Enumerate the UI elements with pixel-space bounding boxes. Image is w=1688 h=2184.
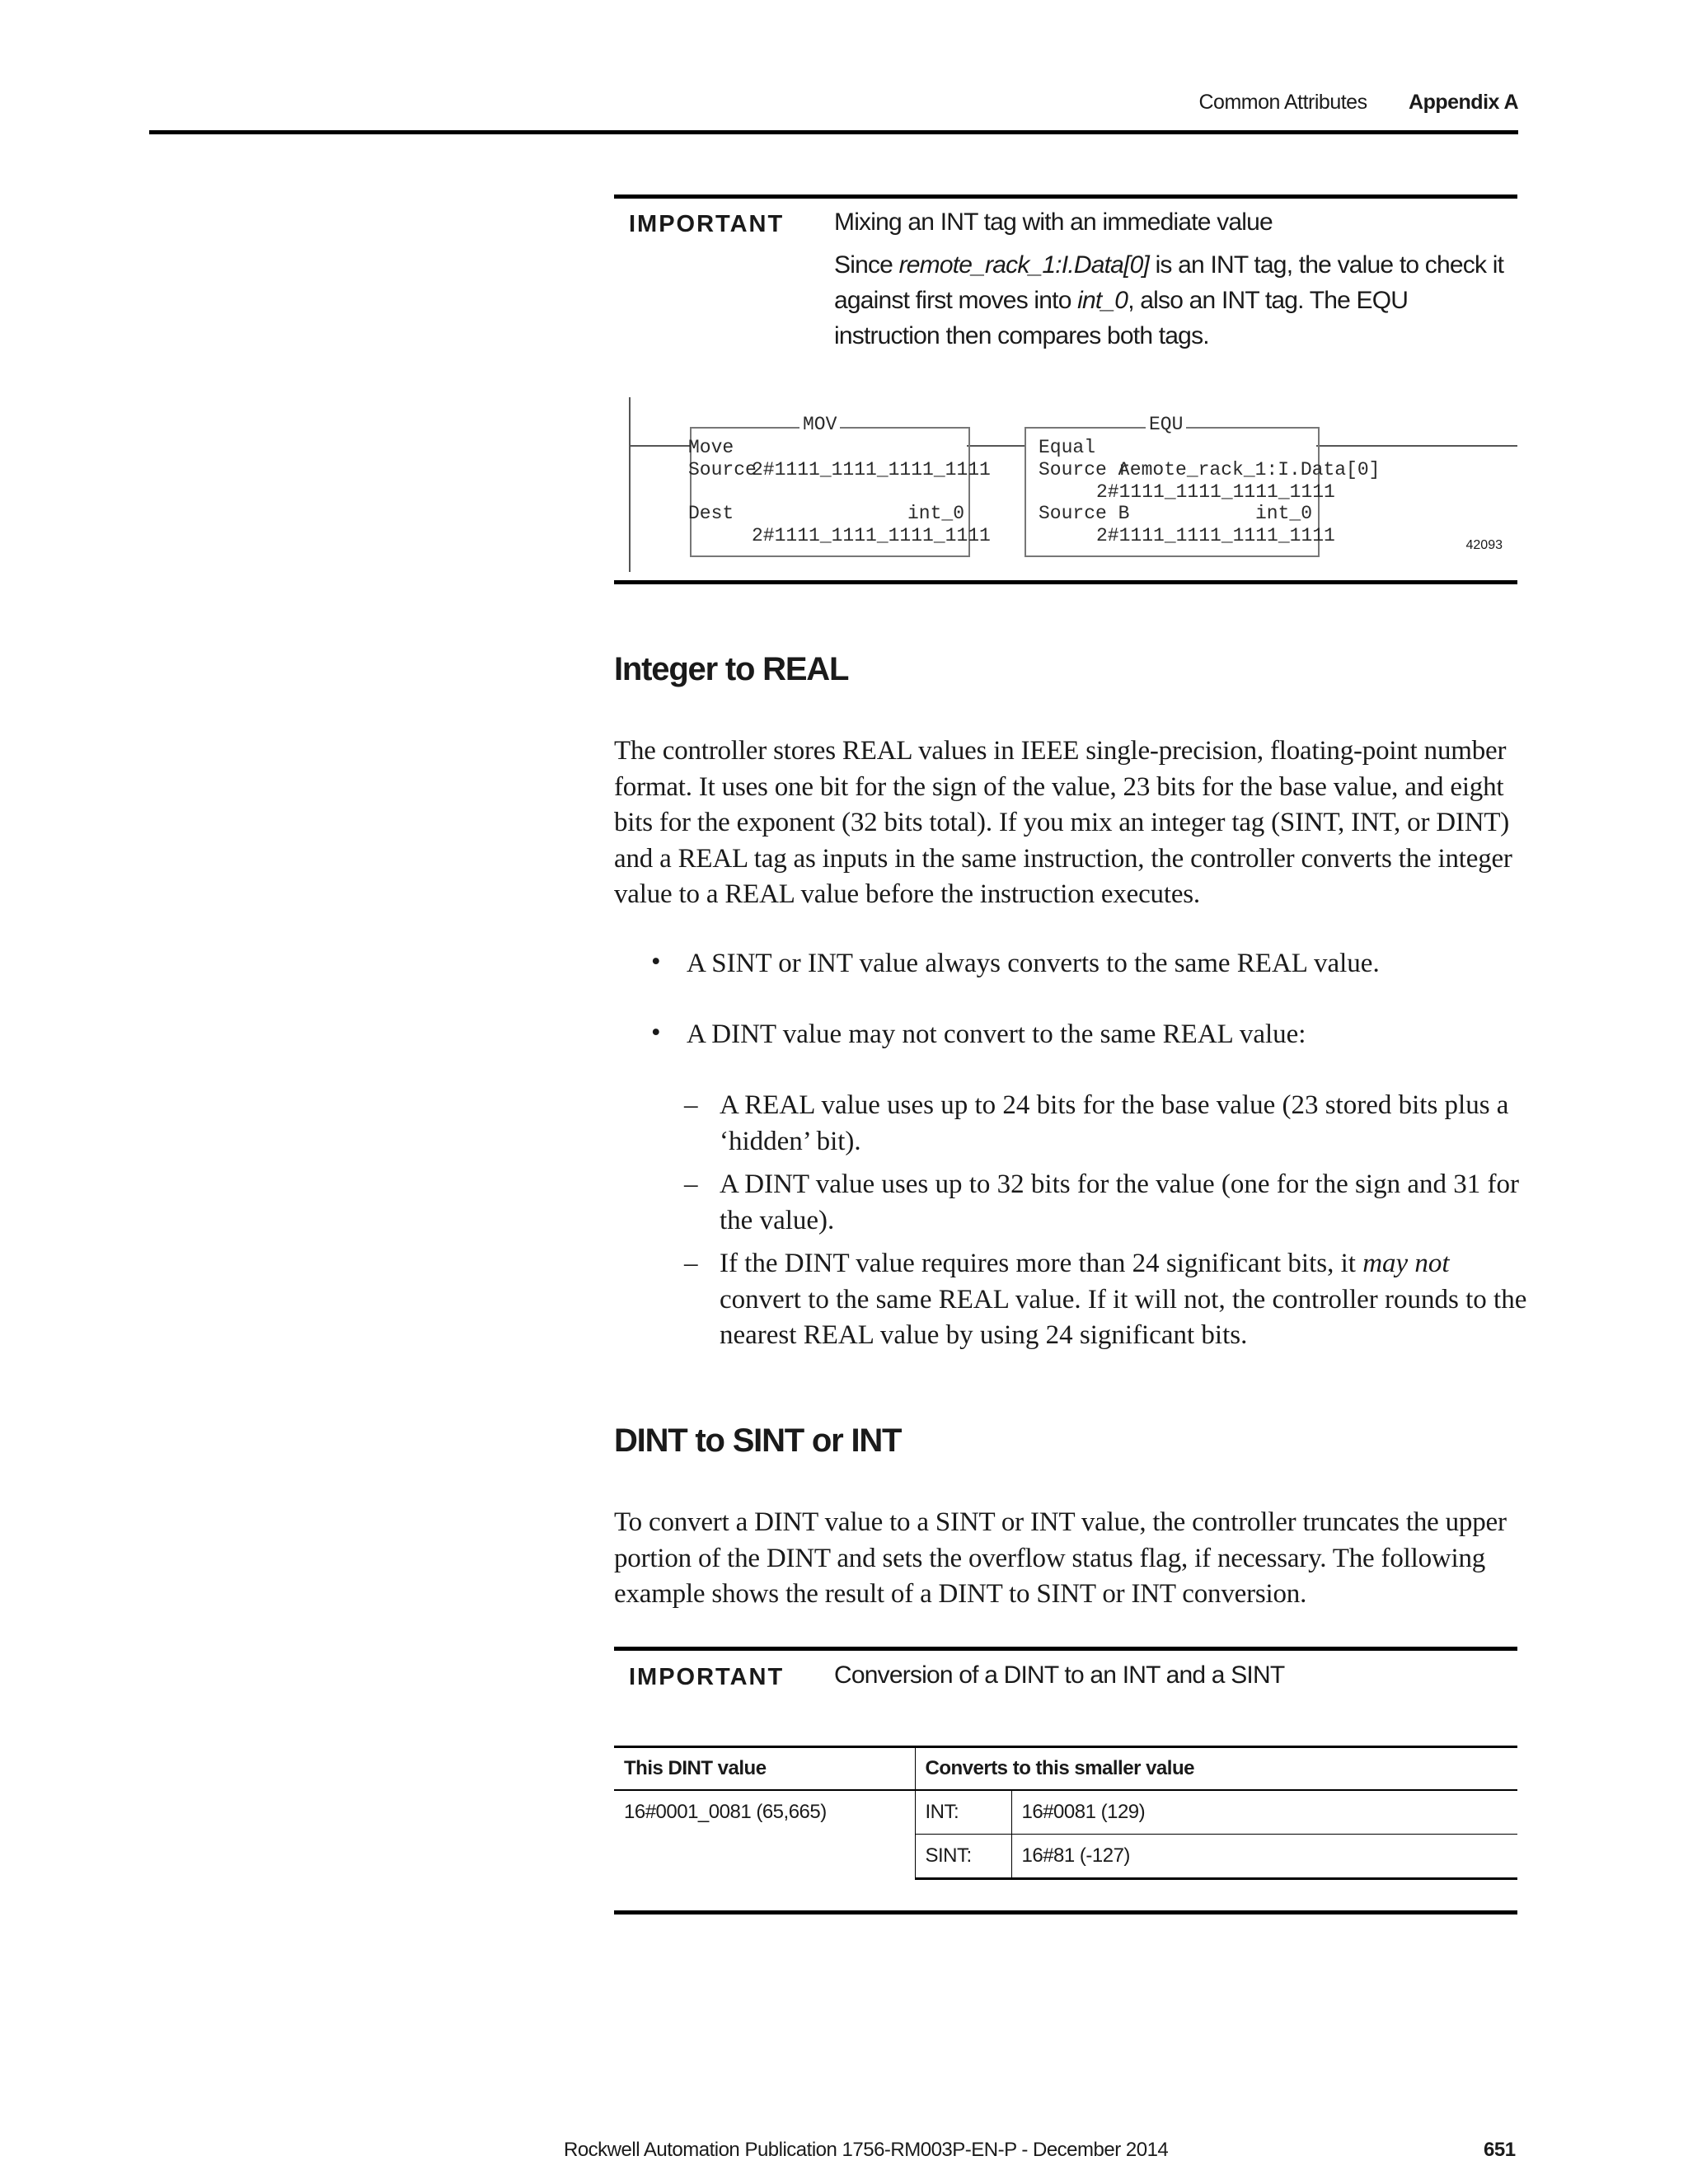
table-header-row <box>614 1747 1517 1791</box>
page-number: 651 <box>1484 2139 1516 2161</box>
header-rule <box>149 130 1518 134</box>
mov-source-value: 2#1111_1111_1111_1111 <box>752 459 991 480</box>
rung-wire <box>629 445 690 447</box>
bullet-text: A DINT value may not convert to the same REAL value: <box>687 1019 1306 1049</box>
important-label: IMPORTANT <box>629 211 785 237</box>
dash-marker-icon: – <box>684 1090 698 1120</box>
ladder-diagram <box>614 396 1517 577</box>
publication-number: Rockwell Automation Publication 1756-RM003P-EN-P - December 2014 <box>564 2139 1169 2161</box>
section-paragraph: The controller stores REAL values in IEEE single-precision, floating-point number format. It uses one bit for the sign of the value, 23 bits for the base value, and eight bits for the exponent (32 bits total). If you mix an integer tag (SINT, INT, or DINT) and a REAL tag as inputs in the same instruction, the controller converts the integer value to a REAL value before the instruction executes. <box>614 736 1512 909</box>
table-cell: INT: <box>915 1790 1011 1835</box>
mov-name: Move <box>688 437 734 458</box>
equ-mnemonic: EQU <box>1146 414 1186 435</box>
header-section: Common Attributes <box>1198 91 1367 114</box>
dash-marker-icon: – <box>684 1249 698 1278</box>
mov-dest-tag: int_0 <box>907 503 965 524</box>
bullet-dot-icon: • <box>651 947 661 977</box>
rung-wire <box>967 445 1025 447</box>
dash-text <box>720 1246 1527 1354</box>
important-label: IMPORTANT <box>629 1664 785 1690</box>
important-body <box>834 1657 1518 1693</box>
important-bottom-rule <box>614 580 1517 584</box>
section-heading: Integer to REAL <box>614 651 849 687</box>
mov-dest-value: 2#1111_1111_1111_1111 <box>752 525 991 546</box>
bullet-text: A SINT or INT value always converts to the same REAL value. <box>687 949 1380 978</box>
important-title: Mixing an INT tag with an immediate value <box>834 209 1273 236</box>
mov-mnemonic: MOV <box>799 414 840 435</box>
rung-wire <box>1316 445 1517 447</box>
running-header <box>1198 91 1518 115</box>
dash-text: A REAL value uses up to 24 bits for the base value (23 stored bits plus a ‘hidden’ bit). <box>720 1090 1509 1156</box>
important-body <box>834 204 1518 354</box>
table-cell: 16#0081 (129) <box>1011 1790 1517 1835</box>
table-cell: SINT: <box>915 1835 1011 1879</box>
conversion-table <box>614 1746 1517 1880</box>
dash-text-pre: If the DINT value requires more than 24 significant bits, it <box>720 1249 1363 1278</box>
tag-int-0: int_0 <box>1077 287 1128 314</box>
important-text-mid: is an INT tag, the value to check it against first moves into <box>834 251 1504 314</box>
equ-source-a-tag: remote_rack_1:I.Data[0] <box>1118 459 1381 480</box>
table-header: Converts to this smaller value <box>915 1747 1517 1791</box>
equ-name: Equal <box>1039 437 1096 458</box>
equ-source-b-value: 2#1111_1111_1111_1111 <box>1096 525 1335 546</box>
table-cell: 16#0001_0081 (65,665) <box>624 1801 827 1823</box>
dash-text-post: convert to the same REAL value. If it will not, the controller rounds to the nearest REAL value by using 24 significant bits. <box>720 1284 1527 1350</box>
section-paragraph: To convert a DINT value to a SINT or INT value, the controller truncates the upper portion of the DINT and sets the overflow status flag, if necessary. The following example shows the result of a DINT to SINT or INT conversion. <box>614 1507 1507 1609</box>
header-appendix: Appendix A <box>1409 91 1518 114</box>
important-top-rule <box>614 1647 1517 1651</box>
tag-remote-rack: remote_rack_1:I.Data[0] <box>898 251 1150 279</box>
dash-marker-icon: – <box>684 1169 698 1199</box>
equ-source-a-label: Source A <box>1039 459 1130 480</box>
equ-source-b-tag: int_0 <box>1255 503 1313 524</box>
dash-text: A DINT value uses up to 32 bits for the value (one for the sign and 31 for the value). <box>720 1169 1519 1235</box>
important-text-pre: Since <box>834 251 899 279</box>
mov-dest-label: Dest <box>688 503 734 524</box>
table-cell: 16#81 (-127) <box>1011 1835 1517 1879</box>
important-title: Conversion of a DINT to an INT and a SINT <box>834 1661 1285 1689</box>
equ-source-a-value: 2#1111_1111_1111_1111 <box>1096 481 1335 503</box>
important-text-post: , also an INT tag. The EQU instruction then compares both tags. <box>834 287 1409 349</box>
important-top-rule <box>614 194 1517 199</box>
mov-source-label: Source <box>688 459 757 480</box>
table-header: This DINT value <box>614 1747 915 1791</box>
bullet-dot-icon: • <box>651 1018 661 1047</box>
table-row <box>614 1790 1517 1835</box>
left-power-rail <box>629 397 631 572</box>
dash-text-emphasis: may not <box>1362 1249 1450 1278</box>
important-bottom-rule <box>614 1910 1517 1915</box>
section-heading: DINT to SINT or INT <box>614 1422 902 1459</box>
important-text <box>834 247 1518 354</box>
figure-number: 42093 <box>1465 538 1503 552</box>
equ-source-b-label: Source B <box>1039 503 1130 524</box>
